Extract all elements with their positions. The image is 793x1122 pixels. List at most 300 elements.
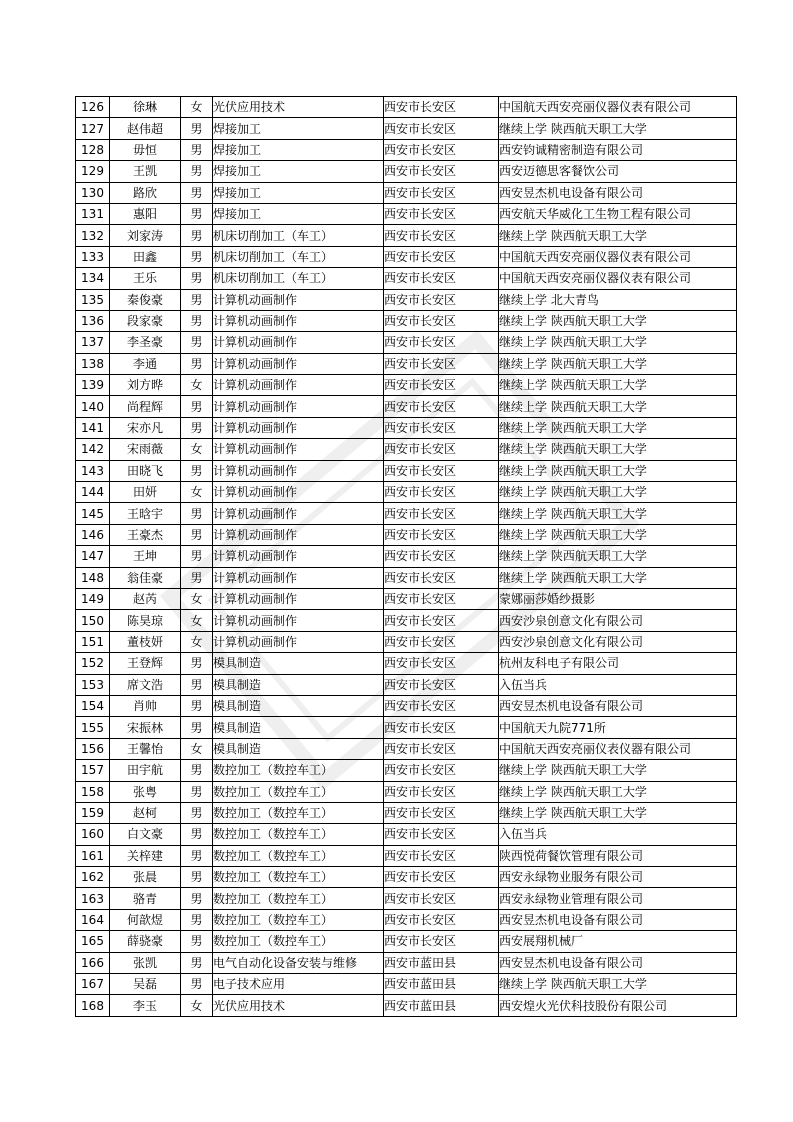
student-name-cell: 宋雨薇 [110, 439, 181, 460]
row-number-cell: 127 [76, 118, 110, 139]
gender-cell: 男 [181, 460, 213, 481]
area-cell: 西安市长安区 [384, 610, 499, 631]
student-name-cell: 李通 [110, 353, 181, 374]
major-cell: 计算机动画制作 [213, 482, 384, 503]
gender-cell: 男 [181, 203, 213, 224]
table-row [76, 909, 737, 930]
gender-cell: 男 [181, 802, 213, 823]
area-cell: 西安市长安区 [384, 460, 499, 481]
gender-cell: 女 [181, 631, 213, 652]
major-cell: 光伏应用技术 [213, 97, 384, 118]
student-name-cell: 赵芮 [110, 588, 181, 609]
major-cell: 模具制造 [213, 695, 384, 716]
major-cell: 数控加工（数控车工） [213, 824, 384, 845]
table-row [76, 289, 737, 310]
gender-cell: 男 [181, 161, 213, 182]
student-name-cell: 吴磊 [110, 974, 181, 995]
gender-cell: 男 [181, 931, 213, 952]
gender-cell: 男 [181, 332, 213, 353]
table-row [76, 760, 737, 781]
student-name-cell: 刘方晔 [110, 375, 181, 396]
destination-cell: 西安永绿物业管理有限公司 [499, 888, 737, 909]
row-number-cell: 160 [76, 824, 110, 845]
major-cell: 光伏应用技术 [213, 995, 384, 1016]
student-name-cell: 赵伟超 [110, 118, 181, 139]
major-cell: 机床切削加工（车工） [213, 268, 384, 289]
student-name-cell: 薛骁豪 [110, 931, 181, 952]
destination-cell: 西安昱杰机电设备有限公司 [499, 952, 737, 973]
major-cell: 计算机动画制作 [213, 417, 384, 438]
table-row [76, 867, 737, 888]
table-row [76, 931, 737, 952]
gender-cell: 男 [181, 974, 213, 995]
row-number-cell: 158 [76, 781, 110, 802]
row-number-cell: 144 [76, 482, 110, 503]
gender-cell: 男 [181, 396, 213, 417]
table-row [76, 802, 737, 823]
destination-cell: 继续上学 陕西航天职工大学 [499, 417, 737, 438]
gender-cell: 男 [181, 225, 213, 246]
row-number-cell: 145 [76, 503, 110, 524]
major-cell: 计算机动画制作 [213, 631, 384, 652]
major-cell: 数控加工（数控车工） [213, 802, 384, 823]
major-cell: 数控加工（数控车工） [213, 931, 384, 952]
row-number-cell: 163 [76, 888, 110, 909]
row-number-cell: 142 [76, 439, 110, 460]
gender-cell: 男 [181, 118, 213, 139]
row-number-cell: 146 [76, 524, 110, 545]
area-cell: 西安市长安区 [384, 289, 499, 310]
gender-cell: 女 [181, 738, 213, 759]
area-cell: 西安市长安区 [384, 439, 499, 460]
area-cell: 西安市长安区 [384, 524, 499, 545]
area-cell: 西安市长安区 [384, 888, 499, 909]
gender-cell: 男 [181, 760, 213, 781]
table-row [76, 845, 737, 866]
area-cell: 西安市长安区 [384, 717, 499, 738]
table-row [76, 567, 737, 588]
destination-cell: 继续上学 陕西航天职工大学 [499, 781, 737, 802]
gender-cell: 男 [181, 524, 213, 545]
gender-cell: 男 [181, 888, 213, 909]
gender-cell: 女 [181, 97, 213, 118]
table-row [76, 246, 737, 267]
student-name-cell: 赵柯 [110, 802, 181, 823]
table-row [76, 417, 737, 438]
destination-cell: 继续上学 陕西航天职工大学 [499, 118, 737, 139]
major-cell: 计算机动画制作 [213, 588, 384, 609]
destination-cell: 继续上学 陕西航天职工大学 [499, 310, 737, 331]
graduate-table [75, 96, 737, 1017]
student-name-cell: 白文豪 [110, 824, 181, 845]
area-cell: 西安市长安区 [384, 139, 499, 160]
student-name-cell: 徐琳 [110, 97, 181, 118]
row-number-cell: 162 [76, 867, 110, 888]
area-cell: 西安市蓝田县 [384, 952, 499, 973]
major-cell: 焊接加工 [213, 161, 384, 182]
gender-cell: 男 [181, 867, 213, 888]
row-number-cell: 148 [76, 567, 110, 588]
student-name-cell: 李玉 [110, 995, 181, 1016]
destination-cell: 继续上学 陕西航天职工大学 [499, 524, 737, 545]
row-number-cell: 140 [76, 396, 110, 417]
destination-cell: 西安沙泉创意文化有限公司 [499, 610, 737, 631]
row-number-cell: 137 [76, 332, 110, 353]
row-number-cell: 155 [76, 717, 110, 738]
table-row [76, 182, 737, 203]
area-cell: 西安市长安区 [384, 845, 499, 866]
table-row [76, 524, 737, 545]
area-cell: 西安市长安区 [384, 802, 499, 823]
gender-cell: 男 [181, 781, 213, 802]
row-number-cell: 143 [76, 460, 110, 481]
gender-cell: 男 [181, 909, 213, 930]
destination-cell: 西安航天华威化工生物工程有限公司 [499, 203, 737, 224]
destination-cell: 西安昱杰机电设备有限公司 [499, 695, 737, 716]
gender-cell: 男 [181, 845, 213, 866]
row-number-cell: 159 [76, 802, 110, 823]
area-cell: 西安市长安区 [384, 931, 499, 952]
table-row [76, 310, 737, 331]
destination-cell: 继续上学 陕西航天职工大学 [499, 802, 737, 823]
student-name-cell: 王乐 [110, 268, 181, 289]
student-name-cell: 王坤 [110, 546, 181, 567]
destination-cell: 继续上学 陕西航天职工大学 [499, 503, 737, 524]
destination-cell: 继续上学 陕西航天职工大学 [499, 760, 737, 781]
row-number-cell: 136 [76, 310, 110, 331]
area-cell: 西安市长安区 [384, 738, 499, 759]
gender-cell: 男 [181, 139, 213, 160]
table-row [76, 396, 737, 417]
table-row [76, 97, 737, 118]
major-cell: 模具制造 [213, 717, 384, 738]
area-cell: 西安市长安区 [384, 760, 499, 781]
table-row [76, 610, 737, 631]
major-cell: 焊接加工 [213, 139, 384, 160]
row-number-cell: 134 [76, 268, 110, 289]
area-cell: 西安市长安区 [384, 674, 499, 695]
row-number-cell: 128 [76, 139, 110, 160]
student-name-cell: 张粤 [110, 781, 181, 802]
area-cell: 西安市长安区 [384, 225, 499, 246]
student-name-cell: 尚程辉 [110, 396, 181, 417]
table-row [76, 268, 737, 289]
area-cell: 西安市长安区 [384, 695, 499, 716]
student-name-cell: 席文浩 [110, 674, 181, 695]
table-row [76, 439, 737, 460]
major-cell: 机床切削加工（车工） [213, 225, 384, 246]
major-cell: 数控加工（数控车工） [213, 781, 384, 802]
destination-cell: 中国航天西安亮丽仪器仪表有限公司 [499, 268, 737, 289]
destination-cell: 蒙娜丽莎婚纱摄影 [499, 588, 737, 609]
row-number-cell: 139 [76, 375, 110, 396]
area-cell: 西安市长安区 [384, 567, 499, 588]
gender-cell: 女 [181, 995, 213, 1016]
row-number-cell: 126 [76, 97, 110, 118]
row-number-cell: 168 [76, 995, 110, 1016]
table-row [76, 653, 737, 674]
row-number-cell: 152 [76, 653, 110, 674]
major-cell: 计算机动画制作 [213, 567, 384, 588]
major-cell: 电气自动化设备安装与维修 [213, 952, 384, 973]
area-cell: 西安市长安区 [384, 824, 499, 845]
gender-cell: 男 [181, 824, 213, 845]
table-row [76, 118, 737, 139]
destination-cell: 继续上学 陕西航天职工大学 [499, 439, 737, 460]
destination-cell: 西安昱杰机电设备有限公司 [499, 182, 737, 203]
area-cell: 西安市长安区 [384, 417, 499, 438]
table-body [76, 97, 737, 1017]
destination-cell: 西安沙泉创意文化有限公司 [499, 631, 737, 652]
destination-cell: 中国航天九院771所 [499, 717, 737, 738]
row-number-cell: 161 [76, 845, 110, 866]
student-name-cell: 田鑫 [110, 246, 181, 267]
row-number-cell: 150 [76, 610, 110, 631]
row-number-cell: 166 [76, 952, 110, 973]
major-cell: 计算机动画制作 [213, 610, 384, 631]
gender-cell: 男 [181, 653, 213, 674]
gender-cell: 男 [181, 268, 213, 289]
destination-cell: 继续上学 陕西航天职工大学 [499, 460, 737, 481]
row-number-cell: 153 [76, 674, 110, 695]
row-number-cell: 147 [76, 546, 110, 567]
gender-cell: 男 [181, 353, 213, 374]
table-row [76, 546, 737, 567]
row-number-cell: 164 [76, 909, 110, 930]
major-cell: 模具制造 [213, 674, 384, 695]
area-cell: 西安市长安区 [384, 353, 499, 374]
destination-cell: 中国航天西安亮丽仪器仪表有限公司 [499, 97, 737, 118]
gender-cell: 女 [181, 610, 213, 631]
major-cell: 机床切削加工（车工） [213, 246, 384, 267]
destination-cell: 继续上学 陕西航天职工大学 [499, 567, 737, 588]
student-name-cell: 王馨怡 [110, 738, 181, 759]
area-cell: 西安市长安区 [384, 118, 499, 139]
major-cell: 计算机动画制作 [213, 353, 384, 374]
destination-cell: 继续上学 陕西航天职工大学 [499, 375, 737, 396]
area-cell: 西安市长安区 [384, 203, 499, 224]
area-cell: 西安市长安区 [384, 396, 499, 417]
major-cell: 计算机动画制作 [213, 439, 384, 460]
major-cell: 计算机动画制作 [213, 310, 384, 331]
destination-cell: 西安迈德思客餐饮公司 [499, 161, 737, 182]
student-name-cell: 田宇航 [110, 760, 181, 781]
destination-cell: 继续上学 陕西航天职工大学 [499, 396, 737, 417]
student-name-cell: 宋亦凡 [110, 417, 181, 438]
gender-cell: 男 [181, 674, 213, 695]
table-row [76, 375, 737, 396]
gender-cell: 女 [181, 482, 213, 503]
student-name-cell: 翁佳豪 [110, 567, 181, 588]
area-cell: 西安市蓝田县 [384, 974, 499, 995]
row-number-cell: 138 [76, 353, 110, 374]
major-cell: 计算机动画制作 [213, 375, 384, 396]
area-cell: 西安市长安区 [384, 588, 499, 609]
major-cell: 电子技术应用 [213, 974, 384, 995]
row-number-cell: 167 [76, 974, 110, 995]
gender-cell: 女 [181, 439, 213, 460]
major-cell: 数控加工（数控车工） [213, 888, 384, 909]
row-number-cell: 154 [76, 695, 110, 716]
major-cell: 计算机动画制作 [213, 332, 384, 353]
destination-cell: 西安展翔机械厂 [499, 931, 737, 952]
student-name-cell: 王晗宇 [110, 503, 181, 524]
table-row [76, 139, 737, 160]
destination-cell: 陕西悦荷餐饮管理有限公司 [499, 845, 737, 866]
student-name-cell: 何歆煜 [110, 909, 181, 930]
area-cell: 西安市长安区 [384, 631, 499, 652]
table-row [76, 588, 737, 609]
gender-cell: 男 [181, 289, 213, 310]
gender-cell: 男 [181, 952, 213, 973]
row-number-cell: 129 [76, 161, 110, 182]
major-cell: 数控加工（数控车工） [213, 909, 384, 930]
destination-cell: 继续上学 陕西航天职工大学 [499, 332, 737, 353]
student-name-cell: 李圣豪 [110, 332, 181, 353]
table-row [76, 674, 737, 695]
row-number-cell: 130 [76, 182, 110, 203]
table-row [76, 738, 737, 759]
row-number-cell: 157 [76, 760, 110, 781]
area-cell: 西安市长安区 [384, 653, 499, 674]
table-row [76, 781, 737, 802]
table-row [76, 824, 737, 845]
row-number-cell: 156 [76, 738, 110, 759]
student-name-cell: 关梓建 [110, 845, 181, 866]
major-cell: 计算机动画制作 [213, 460, 384, 481]
student-name-cell: 秦俊豪 [110, 289, 181, 310]
student-name-cell: 刘家涛 [110, 225, 181, 246]
destination-cell: 继续上学 北大青鸟 [499, 289, 737, 310]
student-name-cell: 田妍 [110, 482, 181, 503]
student-name-cell: 张晨 [110, 867, 181, 888]
table-row [76, 203, 737, 224]
destination-cell: 西安煌火光伏科技股份有限公司 [499, 995, 737, 1016]
table-row [76, 482, 737, 503]
table-row [76, 974, 737, 995]
table-row [76, 161, 737, 182]
student-name-cell: 田晓飞 [110, 460, 181, 481]
gender-cell: 女 [181, 588, 213, 609]
destination-cell: 中国航天西安亮丽仪器仪表有限公司 [499, 246, 737, 267]
major-cell: 计算机动画制作 [213, 503, 384, 524]
major-cell: 模具制造 [213, 653, 384, 674]
destination-cell: 继续上学 陕西航天职工大学 [499, 353, 737, 374]
student-name-cell: 惠阳 [110, 203, 181, 224]
row-number-cell: 141 [76, 417, 110, 438]
gender-cell: 男 [181, 567, 213, 588]
area-cell: 西安市长安区 [384, 482, 499, 503]
major-cell: 模具制造 [213, 738, 384, 759]
row-number-cell: 149 [76, 588, 110, 609]
table-row [76, 717, 737, 738]
destination-cell: 继续上学 陕西航天职工大学 [499, 974, 737, 995]
area-cell: 西安市长安区 [384, 546, 499, 567]
gender-cell: 男 [181, 182, 213, 203]
table-row [76, 503, 737, 524]
destination-cell: 西安永绿物业服务有限公司 [499, 867, 737, 888]
table-row [76, 332, 737, 353]
table-row [76, 888, 737, 909]
area-cell: 西安市长安区 [384, 97, 499, 118]
table-row [76, 995, 737, 1016]
major-cell: 数控加工（数控车工） [213, 867, 384, 888]
major-cell: 计算机动画制作 [213, 289, 384, 310]
area-cell: 西安市长安区 [384, 246, 499, 267]
area-cell: 西安市长安区 [384, 781, 499, 802]
table-row [76, 631, 737, 652]
student-name-cell: 王登辉 [110, 653, 181, 674]
row-number-cell: 151 [76, 631, 110, 652]
row-number-cell: 131 [76, 203, 110, 224]
area-cell: 西安市长安区 [384, 867, 499, 888]
row-number-cell: 135 [76, 289, 110, 310]
table-row [76, 353, 737, 374]
destination-cell: 继续上学 陕西航天职工大学 [499, 482, 737, 503]
student-name-cell: 毋恒 [110, 139, 181, 160]
destination-cell: 中国航天西安亮丽仪表仪器有限公司 [499, 738, 737, 759]
major-cell: 计算机动画制作 [213, 524, 384, 545]
gender-cell: 男 [181, 417, 213, 438]
row-number-cell: 132 [76, 225, 110, 246]
gender-cell: 男 [181, 546, 213, 567]
student-name-cell: 段家豪 [110, 310, 181, 331]
row-number-cell: 133 [76, 246, 110, 267]
major-cell: 焊接加工 [213, 203, 384, 224]
student-name-cell: 宋振林 [110, 717, 181, 738]
gender-cell: 男 [181, 503, 213, 524]
major-cell: 计算机动画制作 [213, 396, 384, 417]
table-row [76, 952, 737, 973]
destination-cell: 西安钧诚精密制造有限公司 [499, 139, 737, 160]
destination-cell: 入伍当兵 [499, 674, 737, 695]
table-row [76, 225, 737, 246]
student-name-cell: 王豪杰 [110, 524, 181, 545]
student-name-cell: 陈昊琼 [110, 610, 181, 631]
major-cell: 数控加工（数控车工） [213, 760, 384, 781]
major-cell: 计算机动画制作 [213, 546, 384, 567]
student-name-cell: 骆青 [110, 888, 181, 909]
table-row [76, 695, 737, 716]
gender-cell: 女 [181, 375, 213, 396]
student-name-cell: 董枝妍 [110, 631, 181, 652]
destination-cell: 继续上学 陕西航天职工大学 [499, 225, 737, 246]
area-cell: 西安市长安区 [384, 503, 499, 524]
destination-cell: 入伍当兵 [499, 824, 737, 845]
area-cell: 西安市长安区 [384, 161, 499, 182]
destination-cell: 杭州友科电子有限公司 [499, 653, 737, 674]
area-cell: 西安市长安区 [384, 310, 499, 331]
row-number-cell: 165 [76, 931, 110, 952]
student-name-cell: 路欣 [110, 182, 181, 203]
student-name-cell: 张凯 [110, 952, 181, 973]
area-cell: 西安市长安区 [384, 909, 499, 930]
area-cell: 西安市长安区 [384, 332, 499, 353]
major-cell: 焊接加工 [213, 118, 384, 139]
gender-cell: 男 [181, 695, 213, 716]
gender-cell: 男 [181, 310, 213, 331]
destination-cell: 西安昱杰机电设备有限公司 [499, 909, 737, 930]
area-cell: 西安市长安区 [384, 268, 499, 289]
major-cell: 焊接加工 [213, 182, 384, 203]
gender-cell: 男 [181, 246, 213, 267]
student-name-cell: 王凯 [110, 161, 181, 182]
area-cell: 西安市蓝田县 [384, 995, 499, 1016]
area-cell: 西安市长安区 [384, 182, 499, 203]
area-cell: 西安市长安区 [384, 375, 499, 396]
destination-cell: 继续上学 陕西航天职工大学 [499, 546, 737, 567]
table-row [76, 460, 737, 481]
